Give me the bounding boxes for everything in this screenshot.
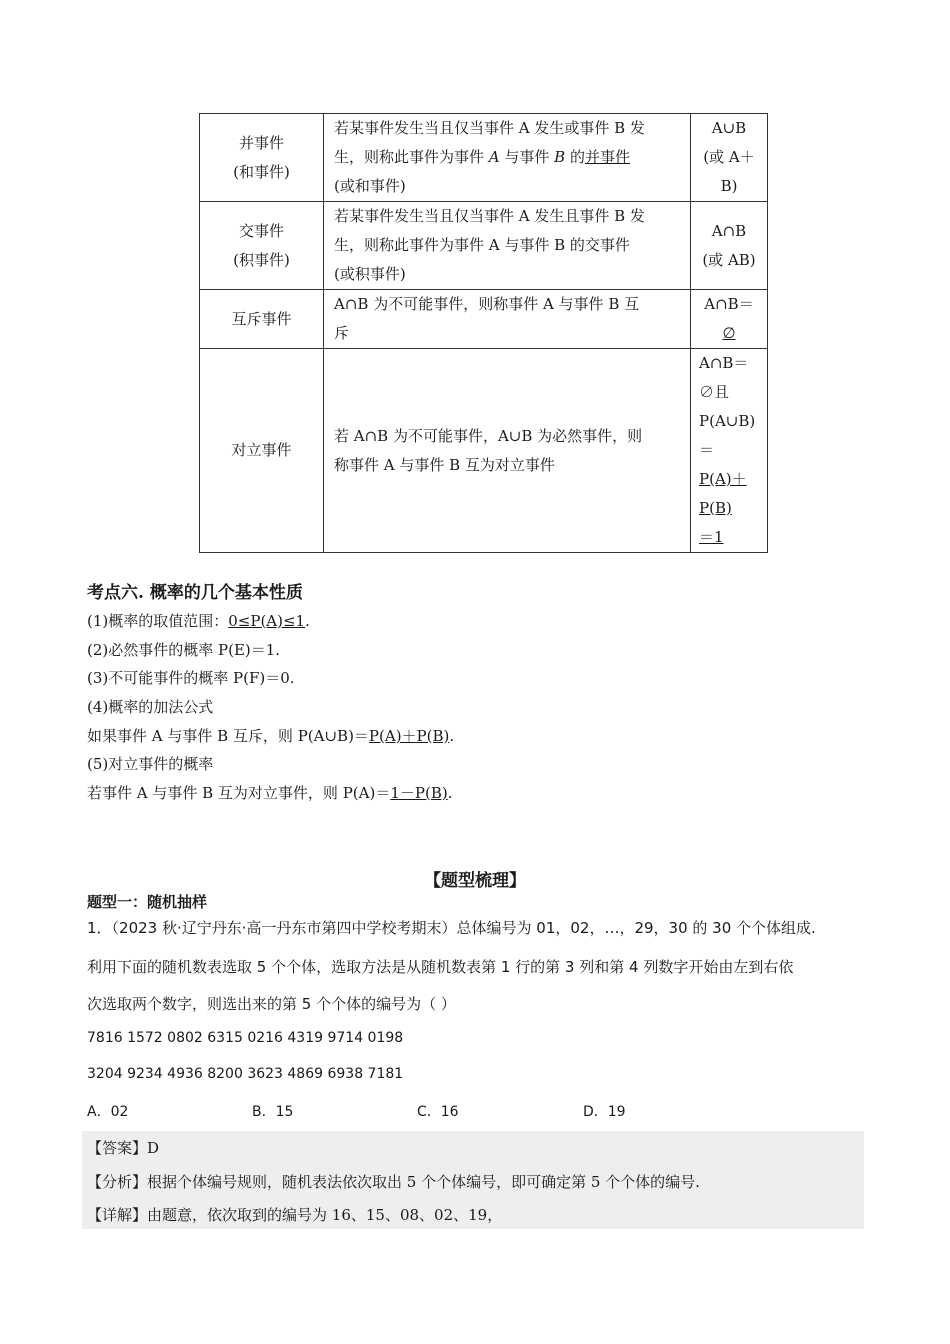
option-a: A．02 xyxy=(87,1104,129,1120)
property-line: (2)必然事件的概率 P(E)＝1. xyxy=(87,641,281,659)
option-c: C．16 xyxy=(417,1104,459,1120)
property-text: 如果事件 A 与事件 B 互斥，则 P(A∪B)＝ xyxy=(87,727,369,745)
property-line: (3)不可能事件的概率 P(F)＝0. xyxy=(87,669,295,687)
symbol-cell xyxy=(691,114,768,202)
event-alias: (积事件) xyxy=(233,250,290,269)
question-line: 次选取两个数字，则选出来的第 5 个个体的编号为（ ） xyxy=(87,995,456,1013)
property-value: 1－P(B) xyxy=(390,784,448,802)
event-name-cell xyxy=(200,202,324,290)
property-punct: . xyxy=(305,612,310,630)
property-value: P(A)＋P(B) xyxy=(368,727,450,745)
definition-cell xyxy=(324,202,691,290)
definition-line: 生，则称此事件为事件 A 与事件 B 的并事件 xyxy=(334,148,630,166)
symbol-line: P(A∪B) xyxy=(699,412,756,430)
random-table-row: 7816 1572 0802 6315 0216 4319 9714 0198 xyxy=(87,1030,404,1046)
random-table-row: 3204 9234 4936 8200 3623 4869 6938 7181 xyxy=(87,1066,404,1082)
table-row xyxy=(200,290,768,349)
definition-line: 生，则称此事件为事件 A 与事件 B 的交事件 xyxy=(334,236,630,254)
property-text: (1)概率的取值范围： xyxy=(87,612,229,630)
event-name: 交事件 xyxy=(238,221,284,240)
question-line: 1．（2023 秋·辽宁丹东·高一丹东市第四中学校考期末）总体编号为 01，02，…，29，30 的 30 个个体组成. xyxy=(87,919,816,937)
event-alias: (和事件) xyxy=(233,162,290,181)
symbol-cell xyxy=(691,290,768,349)
property-line: (5)对立事件的概率 xyxy=(87,755,214,773)
property-text: 若事件 A 与事件 B 互为对立事件，则 P(A)＝ xyxy=(87,784,391,802)
symbol-line: A∪B xyxy=(711,119,747,137)
symbol-line: ＝ xyxy=(699,441,715,459)
symbol-cell xyxy=(691,349,768,553)
symbol-line: P(B) xyxy=(699,499,732,517)
event-name-cell xyxy=(200,349,324,553)
event-name: 并事件 xyxy=(238,133,284,152)
section-title: 考点六. 概率的几个基本性质 xyxy=(87,583,303,603)
event-name: 互斥事件 xyxy=(231,309,292,328)
table-row xyxy=(200,349,768,553)
type-title: 题型一：随机抽样 xyxy=(87,893,208,911)
definition-line: 若某事件发生当且仅当事件 A 发生或事件 B 发 xyxy=(334,119,645,137)
underlined-term: 并事件 xyxy=(584,148,630,166)
definition-line: (或积事件) xyxy=(334,265,406,283)
symbol-line: A∩B xyxy=(711,221,747,240)
definition-line: 若 A∩B 为不可能事件，A∪B 为必然事件，则 xyxy=(334,426,643,445)
definition-line: 若某事件发生当且仅当事件 A 发生且事件 B 发 xyxy=(334,207,645,225)
property-line xyxy=(87,726,454,746)
event-name-cell xyxy=(200,114,324,202)
heading: 【题型梳理】 xyxy=(424,871,526,891)
table-row xyxy=(200,114,768,202)
event-relations-table xyxy=(199,113,768,553)
definition-line: A∩B 为不可能事件，则称事件 A 与事件 B 互 xyxy=(334,295,640,313)
event-name-cell xyxy=(200,290,324,349)
symbol-cell xyxy=(691,202,768,290)
symbol-line: (或 A＋ xyxy=(703,148,755,166)
symbol-line: (或 AB) xyxy=(702,250,756,269)
detail-line: 【详解】由题意，依次取到的编号为 16、15、08、02、19， xyxy=(87,1206,503,1224)
table-row xyxy=(200,202,768,290)
property-value: 0≤P(A)≤1 xyxy=(228,612,306,630)
definition-cell xyxy=(324,290,691,349)
property-line: (4)概率的加法公式 xyxy=(87,698,214,716)
definition-line: (或和事件) xyxy=(334,177,406,195)
question-line: 利用下面的随机数表选取 5 个个体，选取方法是从随机数表第 1 行的第 3 列和第 4 列数字开始由左到右依 xyxy=(87,958,794,976)
symbol-line: ∅且 xyxy=(699,383,730,401)
symbol-line: B) xyxy=(720,177,738,195)
property-line xyxy=(87,611,310,631)
property-line xyxy=(87,783,452,803)
definition-line: 斥 xyxy=(334,324,350,342)
definition-cell xyxy=(324,114,691,202)
definition-line: 称事件 A 与事件 B 互为对立事件 xyxy=(334,455,555,474)
event-name: 对立事件 xyxy=(231,441,292,459)
answer-line: 【答案】D xyxy=(87,1139,160,1157)
symbol-line: ∅ xyxy=(722,324,736,342)
symbol-line: A∩B＝ xyxy=(704,295,754,313)
symbol-line: P(A)＋ xyxy=(699,470,747,488)
option-d: D．19 xyxy=(583,1104,626,1120)
definition-cell xyxy=(324,349,691,553)
option-b: B．15 xyxy=(252,1104,294,1120)
symbol-line: ＝1 xyxy=(699,528,724,546)
property-punct: . xyxy=(447,784,453,802)
symbol-line: A∩B＝ xyxy=(699,354,749,372)
property-punct: . xyxy=(449,727,455,745)
analysis-line: 【分析】根据个体编号规则，随机表法依次取出 5 个个体编号，即可确定第 5 个个体的编号. xyxy=(87,1173,700,1191)
